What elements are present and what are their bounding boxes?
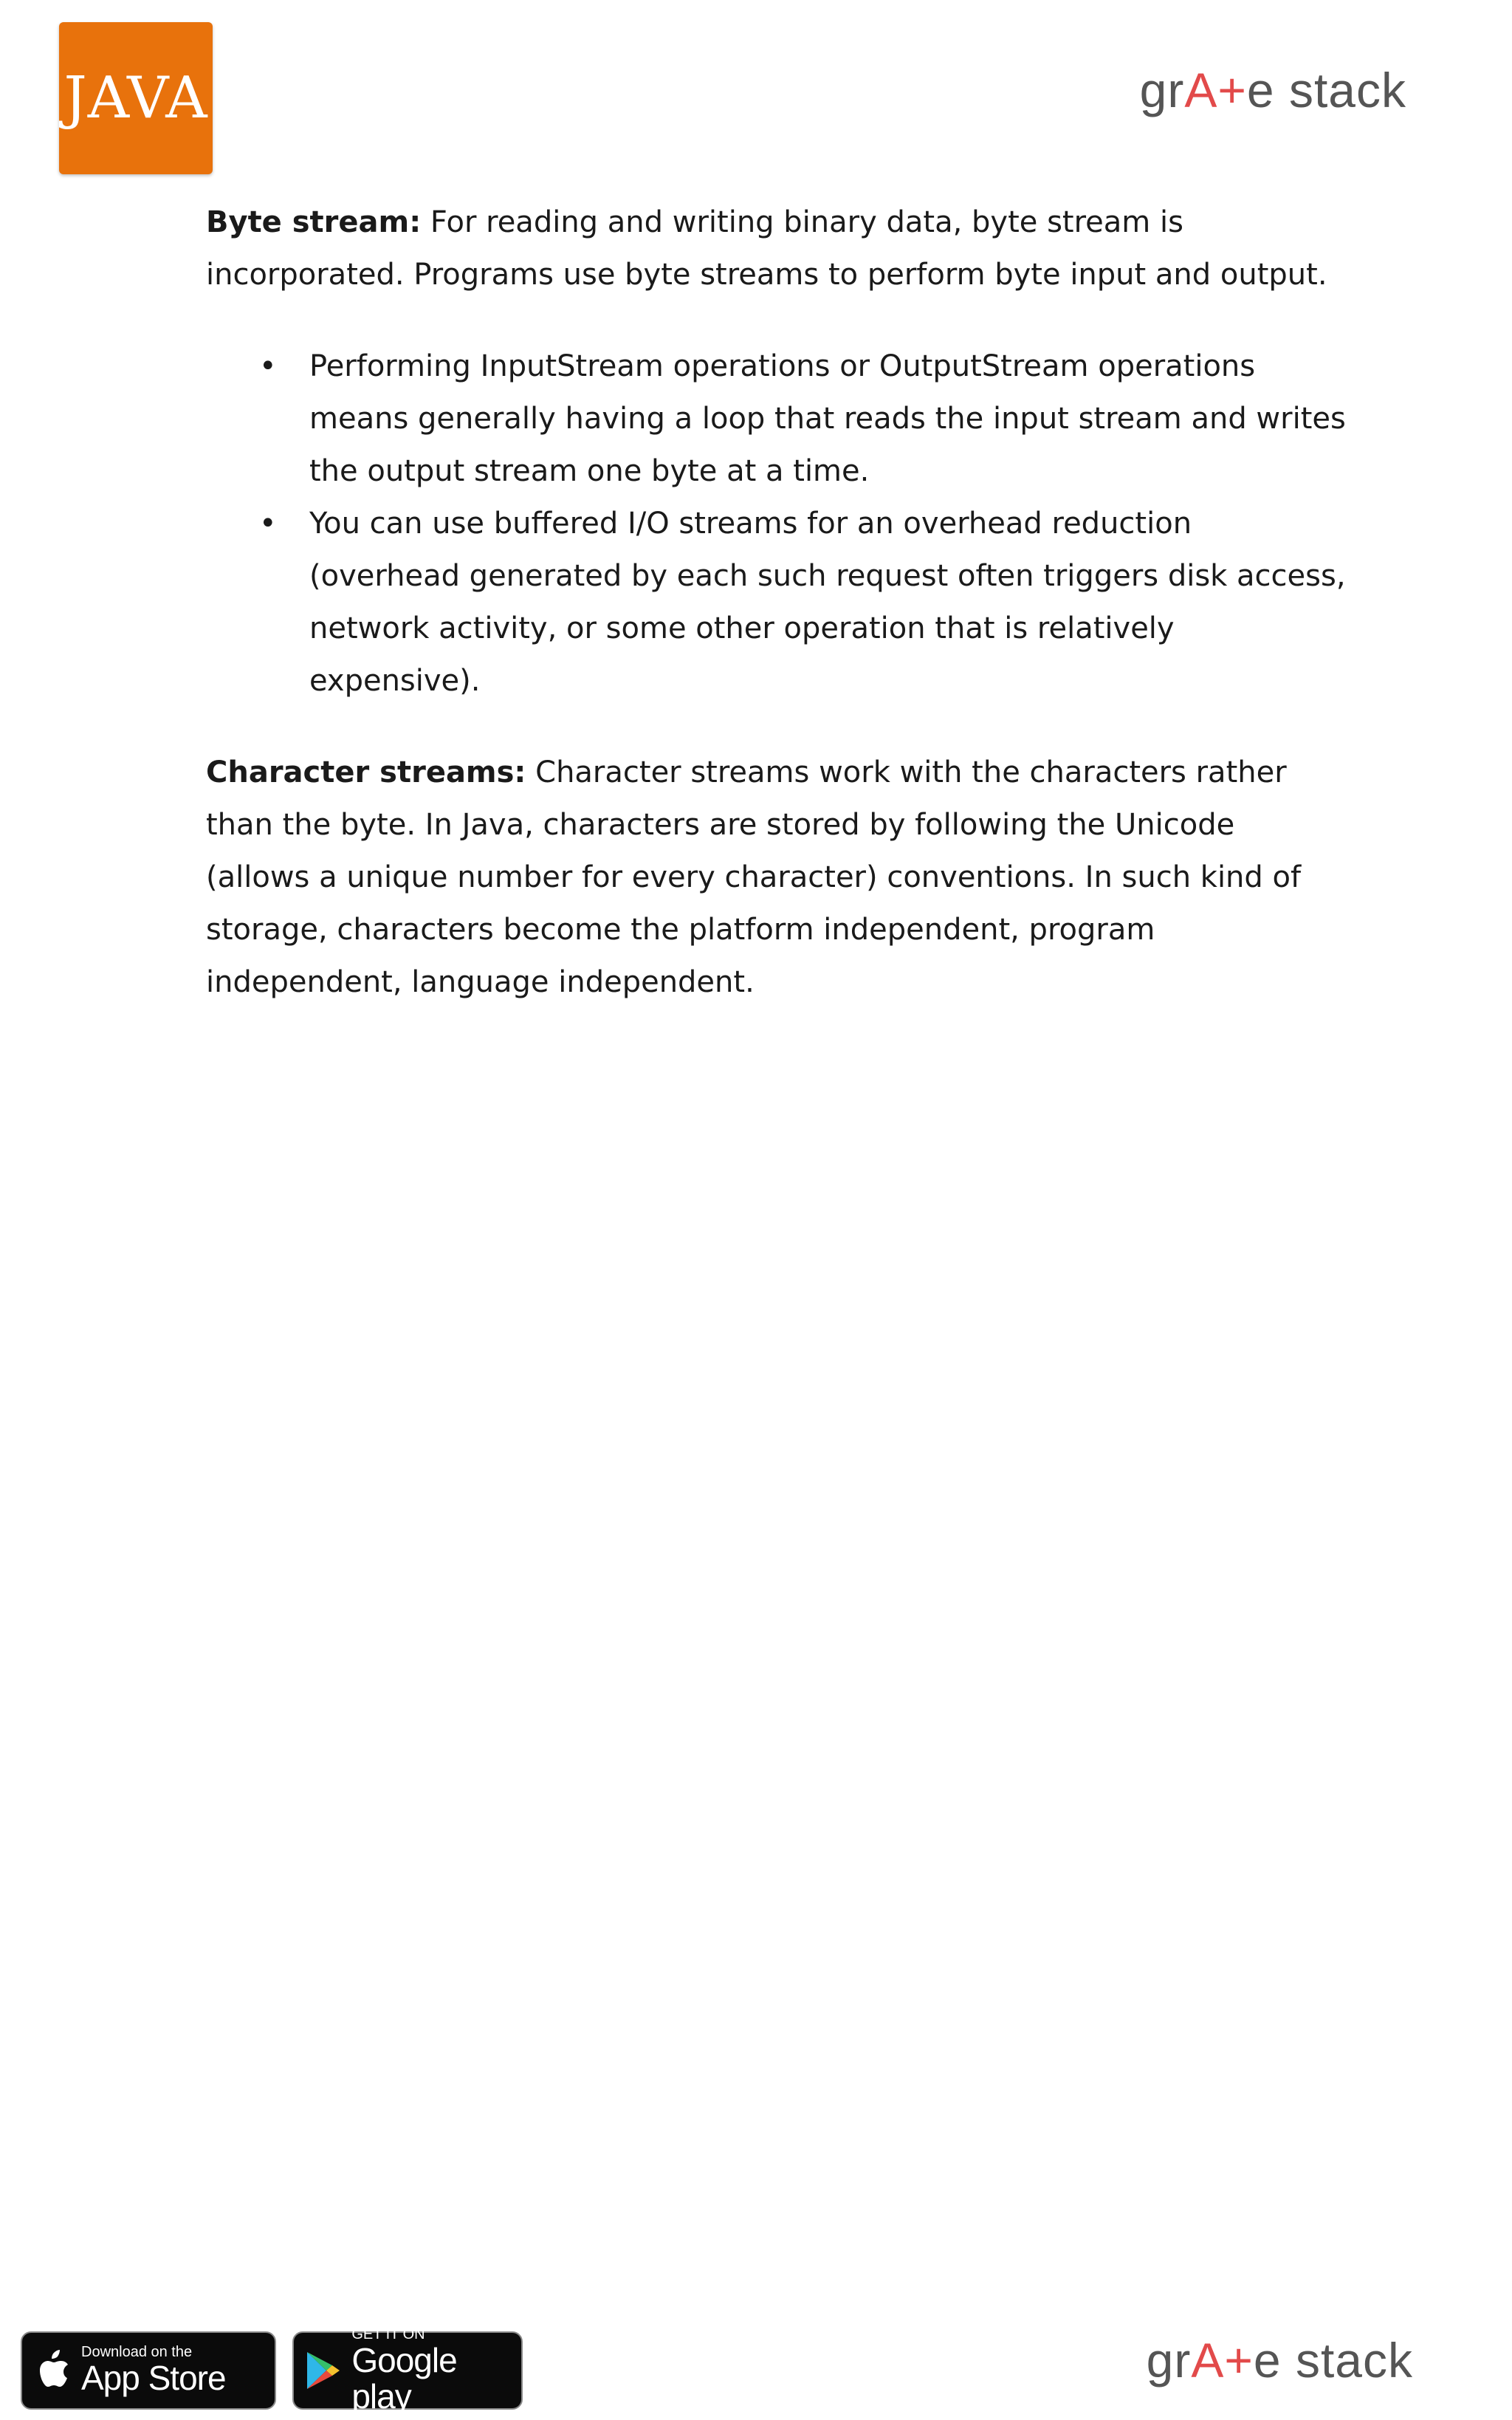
brand-text-right: e stack <box>1253 2333 1413 2388</box>
character-streams-line-4: storage, characters become the platform independent, program <box>206 913 1155 947</box>
brand-text-right: e stack <box>1246 63 1406 117</box>
bullet-2-line-4: expensive). <box>309 664 481 698</box>
list-item <box>206 498 1358 707</box>
google-play-small-label: GET IT ON <box>351 2326 425 2343</box>
bullet-1-line-3: the output stream one byte at a time. <box>309 454 870 488</box>
list-item <box>206 340 1358 498</box>
app-store-badge[interactable] <box>21 2331 276 2410</box>
brand-mark: A+ <box>1191 2333 1254 2388</box>
byte-stream-paragraph <box>206 196 1358 301</box>
apple-icon <box>22 2348 81 2393</box>
bullet-icon: • <box>259 349 277 383</box>
byte-stream-line-1: For reading and writing binary data, byte stream is <box>421 205 1183 239</box>
bullet-icon: • <box>259 507 277 541</box>
byte-stream-line-2: incorporated. Programs use byte streams to perform byte input and output. <box>206 258 1327 292</box>
java-logo-text: JAVA <box>63 65 208 131</box>
bullet-2-line-3: network activity, or some other operation that is relatively <box>309 611 1175 645</box>
gradestack-logo-top <box>1140 62 1406 118</box>
bullet-2-line-1: You can use buffered I/O streams for an overhead reduction <box>309 507 1192 541</box>
bullet-list <box>206 340 1358 707</box>
character-streams-line-5: independent, language independent. <box>206 965 755 999</box>
brand-mark: A+ <box>1184 63 1247 117</box>
character-streams-line-2: than the byte. In Java, characters are stored by following the Unicode <box>206 808 1235 842</box>
google-play-label: Google play <box>351 2341 457 2416</box>
character-streams-heading: Character streams: <box>206 755 526 789</box>
character-streams-line-3: (allows a unique number for every character) conventions. In such kind of <box>206 860 1302 894</box>
bullet-1-line-2: means generally having a loop that reads the input stream and writes <box>309 402 1346 436</box>
java-logo <box>59 22 213 174</box>
brand-text-left: gr <box>1146 2333 1192 2388</box>
bullet-2-line-2: (overhead generated by each such request often triggers disk access, <box>309 559 1346 593</box>
google-play-icon <box>294 2351 351 2390</box>
google-play-badge[interactable] <box>292 2326 523 2416</box>
gradestack-logo-bottom <box>1147 2332 1413 2388</box>
bullet-1-line-1: Performing InputStream operations or OutputStream operations <box>309 349 1256 383</box>
character-streams-paragraph <box>206 747 1358 1009</box>
document-body <box>206 196 1358 1009</box>
app-store-label: App Store <box>81 2359 226 2398</box>
app-store-small-label: Download on the <box>81 2344 193 2361</box>
brand-text-left: gr <box>1139 63 1185 117</box>
character-streams-line-1: Character streams work with the characters rather <box>526 755 1287 789</box>
byte-stream-heading: Byte stream: <box>206 205 422 239</box>
